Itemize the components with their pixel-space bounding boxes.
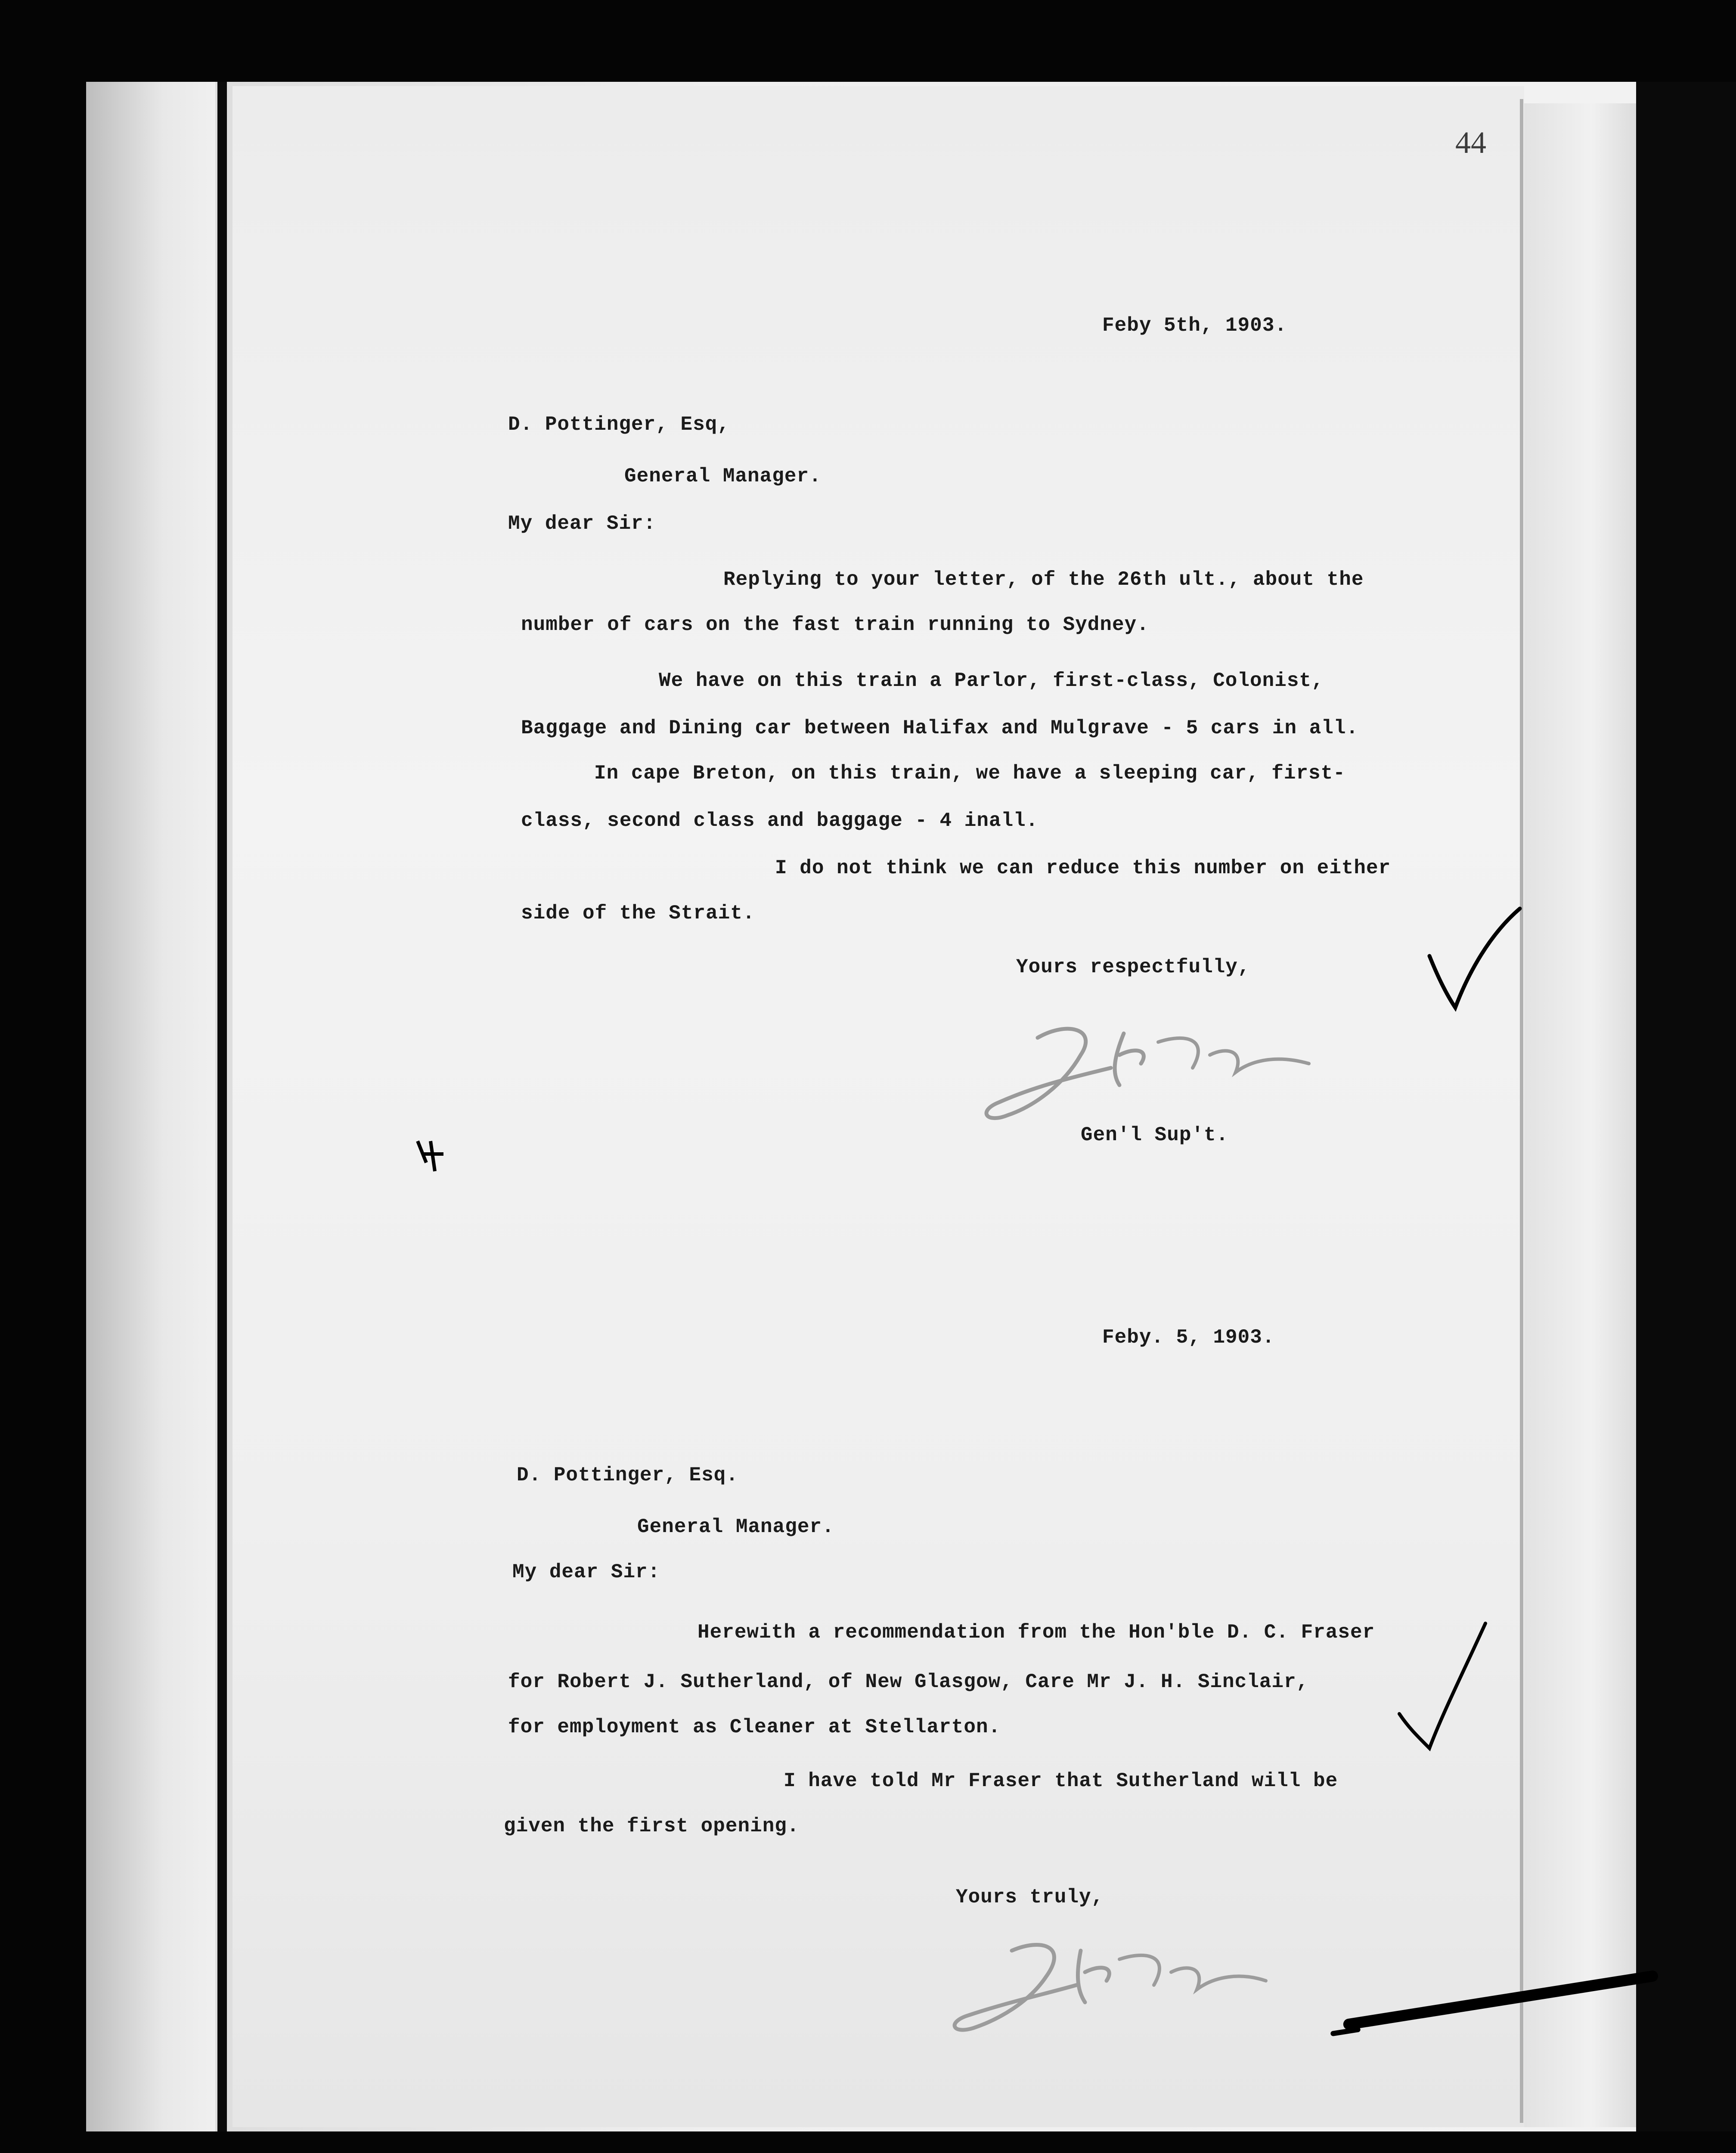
letter2-date: Feby. 5, 1903. xyxy=(1102,1326,1275,1349)
sheet-divider xyxy=(1520,99,1523,2123)
letter2-signature xyxy=(939,1925,1326,2054)
letter2-addressee: D. Pottinger, Esq. xyxy=(517,1464,738,1486)
letter1-body-line: side of the Strait. xyxy=(521,902,755,924)
letter2-body-line: Herewith a recommendation from the Hon'ble D. C. Fraser xyxy=(698,1621,1375,1644)
letter1-body-line: We have on this train a Parlor, first-class, Colonist, xyxy=(659,670,1324,692)
letter2-body-line: for employment as Cleaner at Stellarton. xyxy=(508,1716,1001,1738)
letter2-salutation: My dear Sir: xyxy=(512,1561,660,1583)
letter1-addressee-title: General Manager. xyxy=(624,465,822,487)
letter2-body-line: given the first opening. xyxy=(504,1815,800,1837)
letter1-body-line: I do not think we can reduce this number on either xyxy=(775,857,1391,879)
letter1-body-line: Replying to your letter, of the 26th ult., about the xyxy=(723,568,1364,591)
letter1-date: Feby 5th, 1903. xyxy=(1102,314,1287,337)
letter1-salutation: My dear Sir: xyxy=(508,512,656,535)
pen xyxy=(1343,1989,1653,2058)
letter2-body-line: for Robert J. Sutherland, of New Glasgow, Care Mr J. H. Sinclair, xyxy=(508,1671,1309,1693)
letter1-body-line: number of cars on the fast train running to Sydney. xyxy=(521,614,1149,636)
check-mark-2 xyxy=(1391,1619,1494,1761)
letter1-closing: Yours respectfully, xyxy=(1016,956,1250,978)
sheet-right-margin xyxy=(1524,103,1636,2127)
letter2-addressee-title: General Manager. xyxy=(637,1516,834,1538)
letter1-addressee: D. Pottinger, Esq, xyxy=(508,413,730,436)
margin-mark xyxy=(413,1137,448,1176)
letter1-body-line: Baggage and Dining car between Halifax and Mulgrave - 5 cars in all. xyxy=(521,717,1359,739)
letter1-signer-title: Gen'l Sup't. xyxy=(1081,1124,1229,1146)
letter2-closing: Yours truly, xyxy=(956,1886,1104,1908)
letter1-body-line: class, second class and baggage - 4 inall. xyxy=(521,810,1038,832)
letter2-body-line: I have told Mr Fraser that Sutherland will be xyxy=(784,1770,1338,1792)
left-page-strip xyxy=(86,82,215,2131)
page-number: 44 xyxy=(1455,125,1486,160)
right-dark-border xyxy=(1636,82,1736,2131)
check-mark-1 xyxy=(1421,904,1524,1016)
page-edge xyxy=(217,82,227,2131)
letter1-body-line: In cape Breton, on this train, we have a sleeping car, first- xyxy=(594,762,1345,785)
